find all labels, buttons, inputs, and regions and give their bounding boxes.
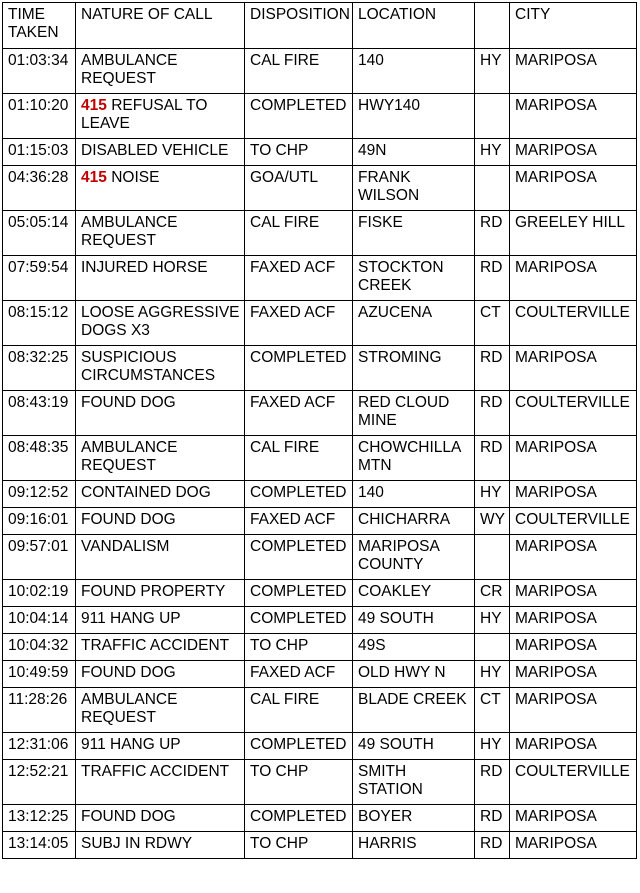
- penal-code: 415: [81, 97, 107, 114]
- cell-disposition: CAL FIRE: [245, 436, 353, 481]
- cell-street-type: RD: [475, 760, 510, 805]
- cell-disposition: COMPLETED: [245, 346, 353, 391]
- cell-street-type: RD: [475, 832, 510, 859]
- cell-disposition: COMPLETED: [245, 481, 353, 508]
- cell-time-taken: 01:15:03: [3, 139, 76, 166]
- table-row: [3, 94, 637, 139]
- nature-text: CONTAINED DOG: [81, 484, 211, 501]
- cell-nature-of-call: [76, 139, 245, 166]
- call-log-body: [3, 49, 637, 859]
- cell-nature-of-call: [76, 391, 245, 436]
- header-disposition: DISPOSITION: [245, 3, 353, 49]
- nature-text: VANDALISM: [81, 538, 170, 555]
- cell-location: MARIPOSA COUNTY: [353, 535, 475, 580]
- cell-time-taken: 09:12:52: [3, 481, 76, 508]
- cell-street-type: HY: [475, 733, 510, 760]
- cell-city: COULTERVILLE: [510, 301, 637, 346]
- cell-time-taken: 10:49:59: [3, 661, 76, 688]
- nature-text: LOOSE AGGRESSIVE DOGS X3: [81, 304, 240, 339]
- cell-street-type: RD: [475, 256, 510, 301]
- table-row: [3, 391, 637, 436]
- header-city: CITY: [510, 3, 637, 49]
- cell-disposition: CAL FIRE: [245, 688, 353, 733]
- cell-location: 140: [353, 49, 475, 94]
- table-row: [3, 49, 637, 94]
- nature-text: TRAFFIC ACCIDENT: [81, 637, 230, 654]
- nature-text: AMBULANCE REQUEST: [81, 52, 178, 87]
- nature-text: 911 HANG UP: [81, 736, 181, 753]
- cell-location: COAKLEY: [353, 580, 475, 607]
- cell-street-type: RD: [475, 346, 510, 391]
- header-nature-of-call: NATURE OF CALL: [76, 3, 245, 49]
- call-log-table: [2, 2, 637, 859]
- table-row: [3, 346, 637, 391]
- table-row: [3, 508, 637, 535]
- cell-disposition: FAXED ACF: [245, 301, 353, 346]
- cell-city: MARIPOSA: [510, 580, 637, 607]
- table-row: [3, 256, 637, 301]
- table-row: [3, 661, 637, 688]
- cell-location: BOYER: [353, 805, 475, 832]
- cell-disposition: GOA/UTL: [245, 166, 353, 211]
- cell-disposition: FAXED ACF: [245, 256, 353, 301]
- table-row: [3, 301, 637, 346]
- cell-disposition: FAXED ACF: [245, 391, 353, 436]
- table-row: [3, 580, 637, 607]
- cell-nature-of-call: [76, 301, 245, 346]
- cell-time-taken: 08:43:19: [3, 391, 76, 436]
- cell-location: 140: [353, 481, 475, 508]
- nature-text: INJURED HORSE: [81, 259, 208, 276]
- cell-time-taken: 01:10:20: [3, 94, 76, 139]
- cell-time-taken: 10:02:19: [3, 580, 76, 607]
- cell-time-taken: 09:57:01: [3, 535, 76, 580]
- cell-nature-of-call: [76, 661, 245, 688]
- cell-disposition: TO CHP: [245, 139, 353, 166]
- cell-time-taken: 11:28:26: [3, 688, 76, 733]
- cell-disposition: CAL FIRE: [245, 211, 353, 256]
- cell-city: MARIPOSA: [510, 634, 637, 661]
- cell-disposition: COMPLETED: [245, 805, 353, 832]
- header-street-type: [475, 3, 510, 49]
- cell-location: OLD HWY N: [353, 661, 475, 688]
- nature-text: FOUND DOG: [81, 394, 176, 411]
- cell-street-type: HY: [475, 481, 510, 508]
- cell-city: MARIPOSA: [510, 49, 637, 94]
- cell-city: MARIPOSA: [510, 832, 637, 859]
- nature-text: SUSPICIOUS CIRCUMSTANCES: [81, 349, 216, 384]
- cell-nature-of-call: [76, 805, 245, 832]
- cell-street-type: RD: [475, 211, 510, 256]
- cell-city: MARIPOSA: [510, 607, 637, 634]
- nature-text: AMBULANCE REQUEST: [81, 691, 178, 726]
- cell-city: MARIPOSA: [510, 256, 637, 301]
- cell-city: GREELEY HILL: [510, 211, 637, 256]
- cell-disposition: COMPLETED: [245, 580, 353, 607]
- cell-street-type: WY: [475, 508, 510, 535]
- cell-city: MARIPOSA: [510, 166, 637, 211]
- cell-disposition: TO CHP: [245, 760, 353, 805]
- table-row: [3, 211, 637, 256]
- cell-time-taken: 04:36:28: [3, 166, 76, 211]
- cell-time-taken: 05:05:14: [3, 211, 76, 256]
- cell-disposition: COMPLETED: [245, 535, 353, 580]
- cell-disposition: COMPLETED: [245, 607, 353, 634]
- table-row: [3, 139, 637, 166]
- header-row: [3, 3, 637, 49]
- cell-street-type: HY: [475, 139, 510, 166]
- nature-text: 911 HANG UP: [81, 610, 181, 627]
- cell-location: SMITH STATION: [353, 760, 475, 805]
- nature-text: FOUND DOG: [81, 808, 176, 825]
- table-row: [3, 607, 637, 634]
- cell-street-type: HY: [475, 661, 510, 688]
- cell-location: STOCKTON CREEK: [353, 256, 475, 301]
- cell-time-taken: 10:04:32: [3, 634, 76, 661]
- cell-nature-of-call: [76, 688, 245, 733]
- cell-nature-of-call: [76, 832, 245, 859]
- nature-text: AMBULANCE REQUEST: [81, 439, 178, 474]
- cell-street-type: [475, 94, 510, 139]
- nature-text: DISABLED VEHICLE: [81, 142, 229, 159]
- cell-disposition: TO CHP: [245, 634, 353, 661]
- cell-city: COULTERVILLE: [510, 508, 637, 535]
- cell-time-taken: 12:52:21: [3, 760, 76, 805]
- cell-city: MARIPOSA: [510, 481, 637, 508]
- table-row: [3, 733, 637, 760]
- cell-nature-of-call: [76, 211, 245, 256]
- table-row: [3, 634, 637, 661]
- cell-street-type: CR: [475, 580, 510, 607]
- cell-disposition: TO CHP: [245, 832, 353, 859]
- cell-time-taken: 09:16:01: [3, 508, 76, 535]
- cell-city: MARIPOSA: [510, 661, 637, 688]
- cell-city: MARIPOSA: [510, 346, 637, 391]
- cell-nature-of-call: [76, 607, 245, 634]
- cell-time-taken: 08:32:25: [3, 346, 76, 391]
- cell-city: COULTERVILLE: [510, 760, 637, 805]
- header-time-taken: TIME TAKEN: [3, 3, 76, 49]
- cell-time-taken: 13:14:05: [3, 832, 76, 859]
- cell-location: HARRIS: [353, 832, 475, 859]
- cell-street-type: RD: [475, 391, 510, 436]
- cell-city: MARIPOSA: [510, 688, 637, 733]
- cell-city: MARIPOSA: [510, 436, 637, 481]
- nature-text: AMBULANCE REQUEST: [81, 214, 178, 249]
- cell-time-taken: 10:04:14: [3, 607, 76, 634]
- cell-street-type: [475, 634, 510, 661]
- cell-disposition: FAXED ACF: [245, 508, 353, 535]
- cell-street-type: [475, 535, 510, 580]
- nature-text: REFUSAL TO LEAVE: [81, 97, 208, 132]
- cell-location: FISKE: [353, 211, 475, 256]
- cell-street-type: RD: [475, 805, 510, 832]
- cell-location: HWY140: [353, 94, 475, 139]
- nature-text: FOUND DOG: [81, 511, 176, 528]
- cell-street-type: RD: [475, 436, 510, 481]
- cell-nature-of-call: [76, 535, 245, 580]
- cell-nature-of-call: [76, 760, 245, 805]
- cell-time-taken: 13:12:25: [3, 805, 76, 832]
- cell-disposition: COMPLETED: [245, 94, 353, 139]
- cell-location: 49N: [353, 139, 475, 166]
- cell-city: MARIPOSA: [510, 139, 637, 166]
- cell-location: AZUCENA: [353, 301, 475, 346]
- cell-city: MARIPOSA: [510, 733, 637, 760]
- cell-location: STROMING: [353, 346, 475, 391]
- cell-city: COULTERVILLE: [510, 391, 637, 436]
- nature-text: FOUND DOG: [81, 664, 176, 681]
- nature-text: TRAFFIC ACCIDENT: [81, 763, 230, 780]
- cell-street-type: HY: [475, 49, 510, 94]
- cell-nature-of-call: [76, 436, 245, 481]
- cell-nature-of-call: [76, 256, 245, 301]
- header-location: LOCATION: [353, 3, 475, 49]
- cell-street-type: CT: [475, 688, 510, 733]
- table-row: [3, 436, 637, 481]
- table-row: [3, 166, 637, 211]
- cell-street-type: CT: [475, 301, 510, 346]
- cell-nature-of-call: [76, 481, 245, 508]
- cell-nature-of-call: [76, 49, 245, 94]
- cell-nature-of-call: [76, 166, 245, 211]
- cell-street-type: HY: [475, 607, 510, 634]
- cell-disposition: CAL FIRE: [245, 49, 353, 94]
- table-row: [3, 832, 637, 859]
- cell-time-taken: 07:59:54: [3, 256, 76, 301]
- cell-time-taken: 08:15:12: [3, 301, 76, 346]
- cell-nature-of-call: [76, 508, 245, 535]
- cell-location: CHICHARRA: [353, 508, 475, 535]
- cell-nature-of-call: [76, 346, 245, 391]
- cell-location: 49S: [353, 634, 475, 661]
- cell-location: CHOWCHILLA MTN: [353, 436, 475, 481]
- cell-location: 49 SOUTH: [353, 733, 475, 760]
- cell-location: 49 SOUTH: [353, 607, 475, 634]
- table-row: [3, 760, 637, 805]
- cell-time-taken: 08:48:35: [3, 436, 76, 481]
- cell-location: BLADE CREEK: [353, 688, 475, 733]
- penal-code: 415: [81, 169, 107, 186]
- cell-nature-of-call: [76, 94, 245, 139]
- cell-time-taken: 01:03:34: [3, 49, 76, 94]
- cell-location: RED CLOUD MINE: [353, 391, 475, 436]
- cell-city: MARIPOSA: [510, 535, 637, 580]
- nature-text: NOISE: [111, 169, 160, 186]
- cell-nature-of-call: [76, 634, 245, 661]
- cell-nature-of-call: [76, 733, 245, 760]
- nature-text: SUBJ IN RDWY: [81, 835, 193, 852]
- cell-city: MARIPOSA: [510, 94, 637, 139]
- cell-disposition: COMPLETED: [245, 733, 353, 760]
- table-row: [3, 805, 637, 832]
- table-row: [3, 688, 637, 733]
- cell-disposition: FAXED ACF: [245, 661, 353, 688]
- cell-time-taken: 12:31:06: [3, 733, 76, 760]
- nature-text: FOUND PROPERTY: [81, 583, 226, 600]
- cell-city: MARIPOSA: [510, 805, 637, 832]
- cell-nature-of-call: [76, 580, 245, 607]
- table-row: [3, 535, 637, 580]
- table-row: [3, 481, 637, 508]
- cell-street-type: [475, 166, 510, 211]
- cell-location: FRANK WILSON: [353, 166, 475, 211]
